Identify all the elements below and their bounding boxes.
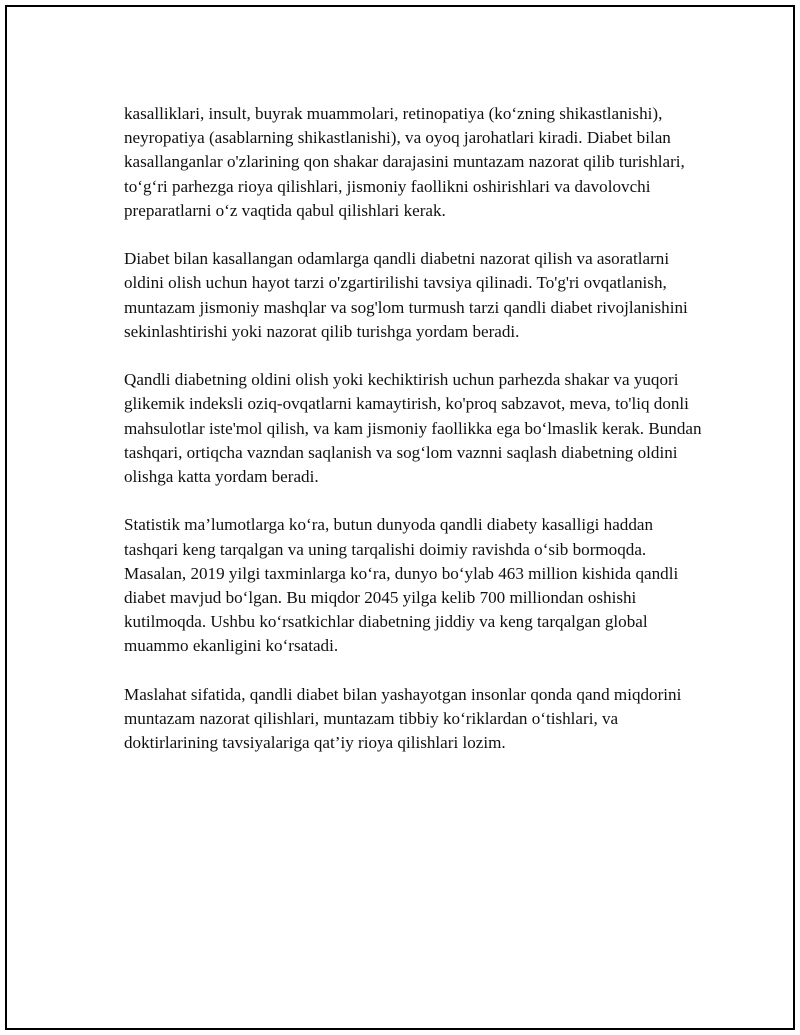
- paragraph-1: kasalliklari, insult, buyrak muammolari, retinopatiya (ko‘zning shikastlanishi), neyropatiya (asablarning shikastlanishi), va oyoq jarohatlari kiradi. Diabet bilan kasallanganlar o'zlarining qon shakar darajasini muntazam nazorat qilib turishlari, to‘g‘ri parhezga rioya qilishlari, jismoniy faollikni oshirishlari va davolovchi preparatlarni o‘z vaqtida qabul qilishlari kerak.: [124, 104, 685, 220]
- paragraph-4: Statistik ma’lumotlarga ko‘ra, butun dunyoda qandli diabety kasalligi haddan tashqari keng tarqalgan va uning tarqalishi doimiy ravishda o‘sib bormoqda. Masalan, 2019 yilgi taxminlarga ko‘ra, dunyo bo‘ylab 463 million kishida qandli diabet mavjud bo‘lgan. Bu miqdor 2045 yilga kelib 700 milliondan oshishi kutilmoqda. Ushbu ko‘rsatkichlar diabetning jiddiy va keng tarqalgan global muammo ekanligini ko‘rsatadi.: [124, 515, 679, 656]
- document-body: [124, 102, 709, 780]
- paragraph-3: Qandli diabetning oldini olish yoki kechiktirish uchun parhezda shakar va yuqori glikemik indeksli oziq-ovqatlarni kamaytirish, ko'proq sabzavot, meva, to'liq donli mahsulotlar iste'mol qilish, va kam jismoniy faollikka ega bo‘lmaslik kerak. Bundan tashqari, ortiqcha vazndan saqlanish va sog‘lom vaznni saqlash diabetning oldini olishga katta yordam beradi.: [124, 370, 702, 487]
- paragraph-5: Maslahat sifatida, qandli diabet bilan yashayotgan insonlar qonda qand miqdorini muntazam nazorat qilishlari, muntazam tibbiy ko‘riklardan o‘tishlari, va doktirlarining tavsiyalariga qat’iy rioya qilishlari lozim.: [124, 684, 682, 753]
- document-page: [5, 5, 795, 1030]
- paragraph-2: Diabet bilan kasallangan odamlarga qandli diabetni nazorat qilish va asoratlarni oldini olish uchun hayot tarzi o'zgartirilishi tavsiya qilinadi. To'g'ri ovqatlanish, muntazam jismoniy mashqlar va sog'lom turmush tarzi qandli diabet rivojlanishini sekinlashtirishi yoki nazorat qilib turishga yordam beradi.: [124, 249, 688, 341]
